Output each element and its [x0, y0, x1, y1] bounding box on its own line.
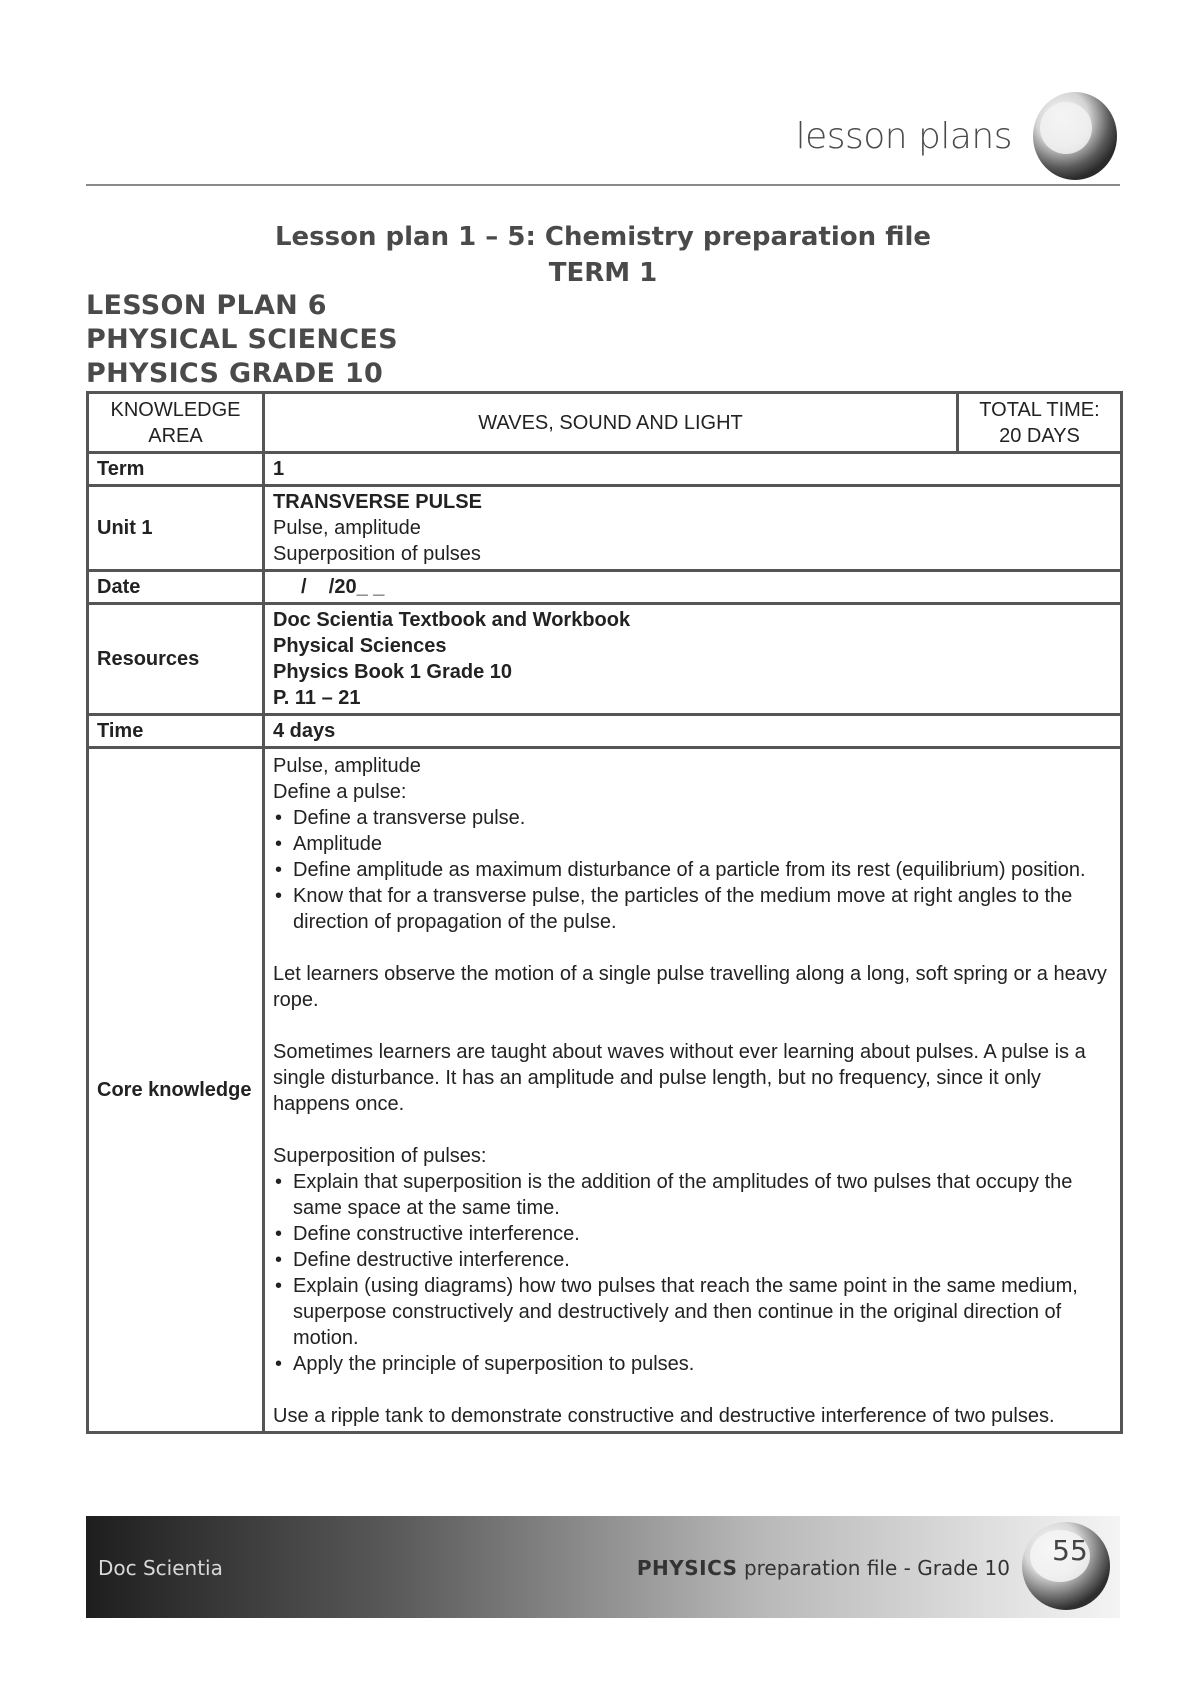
resources-row	[88, 604, 1122, 715]
resource-line: P. 11 – 21	[273, 687, 361, 709]
time-label: Time	[88, 715, 264, 748]
page-footer	[86, 1516, 1120, 1618]
date-label: Date	[88, 571, 264, 604]
pulse-bullet-list	[273, 805, 1112, 935]
subject-heading: PHYSICAL SCIENCES	[86, 324, 398, 355]
list-item: • Define a transverse pulse.	[273, 805, 1112, 831]
total-time-value: 20 DAYS	[999, 424, 1080, 447]
knowledge-area-value: WAVES, SOUND AND LIGHT	[264, 393, 958, 453]
term-label: Term	[88, 453, 264, 486]
unit-topic: TRANSVERSE PULSE	[273, 491, 482, 513]
unit-label: Unit 1	[88, 486, 264, 571]
core-paragraph: Use a ripple tank to demonstrate constructive and destructive interference of two pulses.	[273, 1405, 1055, 1427]
knowledge-area-label: KNOWLEDGE AREA	[88, 393, 264, 453]
core-knowledge-row	[88, 748, 1122, 1433]
resource-line: Physics Book 1 Grade 10	[273, 661, 513, 683]
date-value: / /20_ _	[264, 571, 1122, 604]
knowledge-area-row	[88, 393, 1122, 453]
unit-row	[88, 486, 1122, 571]
core-knowledge-label: Core knowledge	[88, 748, 264, 1433]
list-item: • Apply the principle of superposition to pulses.	[273, 1351, 1112, 1377]
list-item: • Define amplitude as maximum disturbance of a particle from its rest (equilibrium) position.	[273, 857, 1112, 883]
unit-content	[264, 486, 1122, 571]
total-time-label: TOTAL TIME:	[979, 398, 1100, 421]
core-knowledge-content	[264, 748, 1122, 1433]
core-intro: Define a pulse:	[273, 781, 407, 803]
total-time-cell	[958, 393, 1122, 453]
list-item: • Know that for a transverse pulse, the particles of the medium move at right angles to the direction of propagation of the pulse.	[273, 883, 1112, 935]
time-row	[88, 715, 1122, 748]
orb-icon	[1030, 86, 1120, 182]
unit-subtopic: Superposition of pulses	[273, 543, 481, 565]
resources-label: Resources	[88, 604, 264, 715]
lesson-plan-table	[86, 391, 1123, 1434]
resource-line: Physical Sciences	[273, 635, 447, 657]
term-row	[88, 453, 1122, 486]
core-paragraph: Let learners observe the motion of a single pulse travelling along a long, soft spring or a heavy rope.	[273, 963, 1107, 1011]
core-intro: Pulse, amplitude	[273, 755, 421, 777]
superposition-bullet-list	[273, 1169, 1112, 1377]
document-title: Lesson plan 1 – 5: Chemistry preparation file	[274, 222, 932, 252]
list-item: • Define destructive interference.	[273, 1247, 1112, 1273]
footer-subject	[637, 1556, 1010, 1580]
section-label: lesson plans	[795, 116, 1012, 157]
page-number: 55	[1052, 1534, 1088, 1567]
list-item: • Amplitude	[273, 831, 1112, 857]
core-paragraph: Sometimes learners are taught about waves without ever learning about pulses. A pulse is a single disturbance. It has an amplitude and pulse length, but no frequency, since it only happens once.	[273, 1041, 1086, 1115]
lesson-plan-heading: LESSON PLAN 6	[86, 290, 327, 321]
resource-line: Doc Scientia Textbook and Workbook	[273, 609, 631, 631]
term-value: 1	[264, 453, 1122, 486]
footer-publisher: Doc Scientia	[98, 1556, 223, 1580]
list-item: • Define constructive interference.	[273, 1221, 1112, 1247]
list-item: • Explain (using diagrams) how two pulses that reach the same point in the same medium, superpose constructively and destructively and then continue in the original direction of motion.	[273, 1273, 1112, 1351]
unit-subtopic: Pulse, amplitude	[273, 517, 421, 539]
time-value: 4 days	[264, 715, 1122, 748]
header-divider	[86, 184, 1120, 186]
footer-subject-bold: PHYSICS	[636, 1556, 738, 1580]
core-intro: Superposition of pulses:	[273, 1145, 487, 1167]
date-row	[88, 571, 1122, 604]
term-title: TERM 1	[548, 258, 658, 288]
grade-heading: PHYSICS GRADE 10	[86, 358, 384, 389]
list-item: • Explain that superposition is the addition of the amplitudes of two pulses that occupy the same space at the same time.	[273, 1169, 1112, 1221]
resources-content	[264, 604, 1122, 715]
footer-subject-rest: preparation file - Grade 10	[743, 1556, 1010, 1580]
